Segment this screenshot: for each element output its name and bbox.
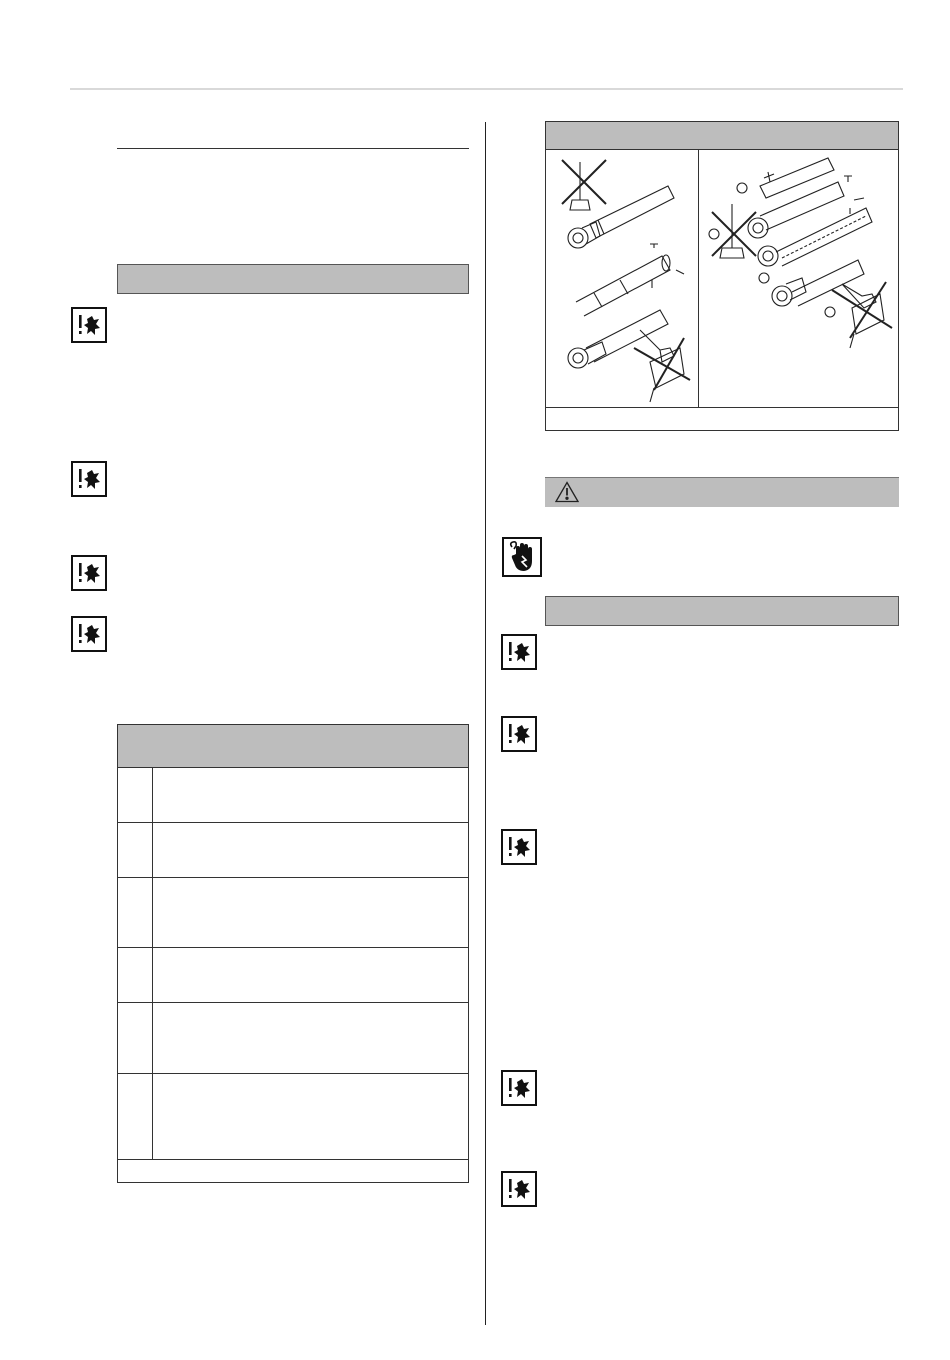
column-divider	[485, 122, 486, 1325]
attention-note-icon	[71, 307, 107, 343]
section-bar	[545, 596, 899, 626]
warning-triangle-icon	[555, 481, 579, 503]
section-rule	[117, 148, 469, 149]
table-row	[118, 767, 468, 823]
figure-divider	[698, 149, 699, 407]
row-number	[118, 1074, 153, 1159]
attention-note-icon	[501, 1171, 537, 1207]
attention-note-icon	[501, 634, 537, 670]
row-number	[118, 878, 153, 947]
row-number	[118, 823, 153, 877]
table-row	[118, 823, 468, 878]
attention-note-icon	[71, 461, 107, 497]
section-bar	[117, 264, 469, 294]
figure-footer	[546, 408, 898, 430]
assembly-figure	[545, 121, 899, 431]
table-row	[118, 948, 468, 1003]
attention-note-icon	[71, 616, 107, 652]
warning-bar	[545, 477, 899, 507]
attention-note-icon	[71, 555, 107, 591]
attention-note-icon	[501, 829, 537, 865]
table-header	[118, 725, 468, 768]
motor-tube-assembly-illustration	[702, 152, 896, 404]
table-row	[118, 1003, 468, 1074]
row-number	[118, 948, 153, 1002]
row-number	[118, 767, 153, 822]
table-footer	[118, 1158, 468, 1182]
table-row	[118, 878, 468, 948]
table-row	[118, 1074, 468, 1160]
row-number	[118, 1003, 153, 1073]
attention-note-icon	[501, 1070, 537, 1106]
figure-header	[546, 122, 898, 150]
parts-table	[117, 724, 469, 1183]
electric-shock-hand-icon	[502, 537, 542, 577]
header-rule	[70, 88, 903, 90]
incorrect-drilling-illustration	[550, 152, 696, 404]
attention-note-icon	[501, 716, 537, 752]
